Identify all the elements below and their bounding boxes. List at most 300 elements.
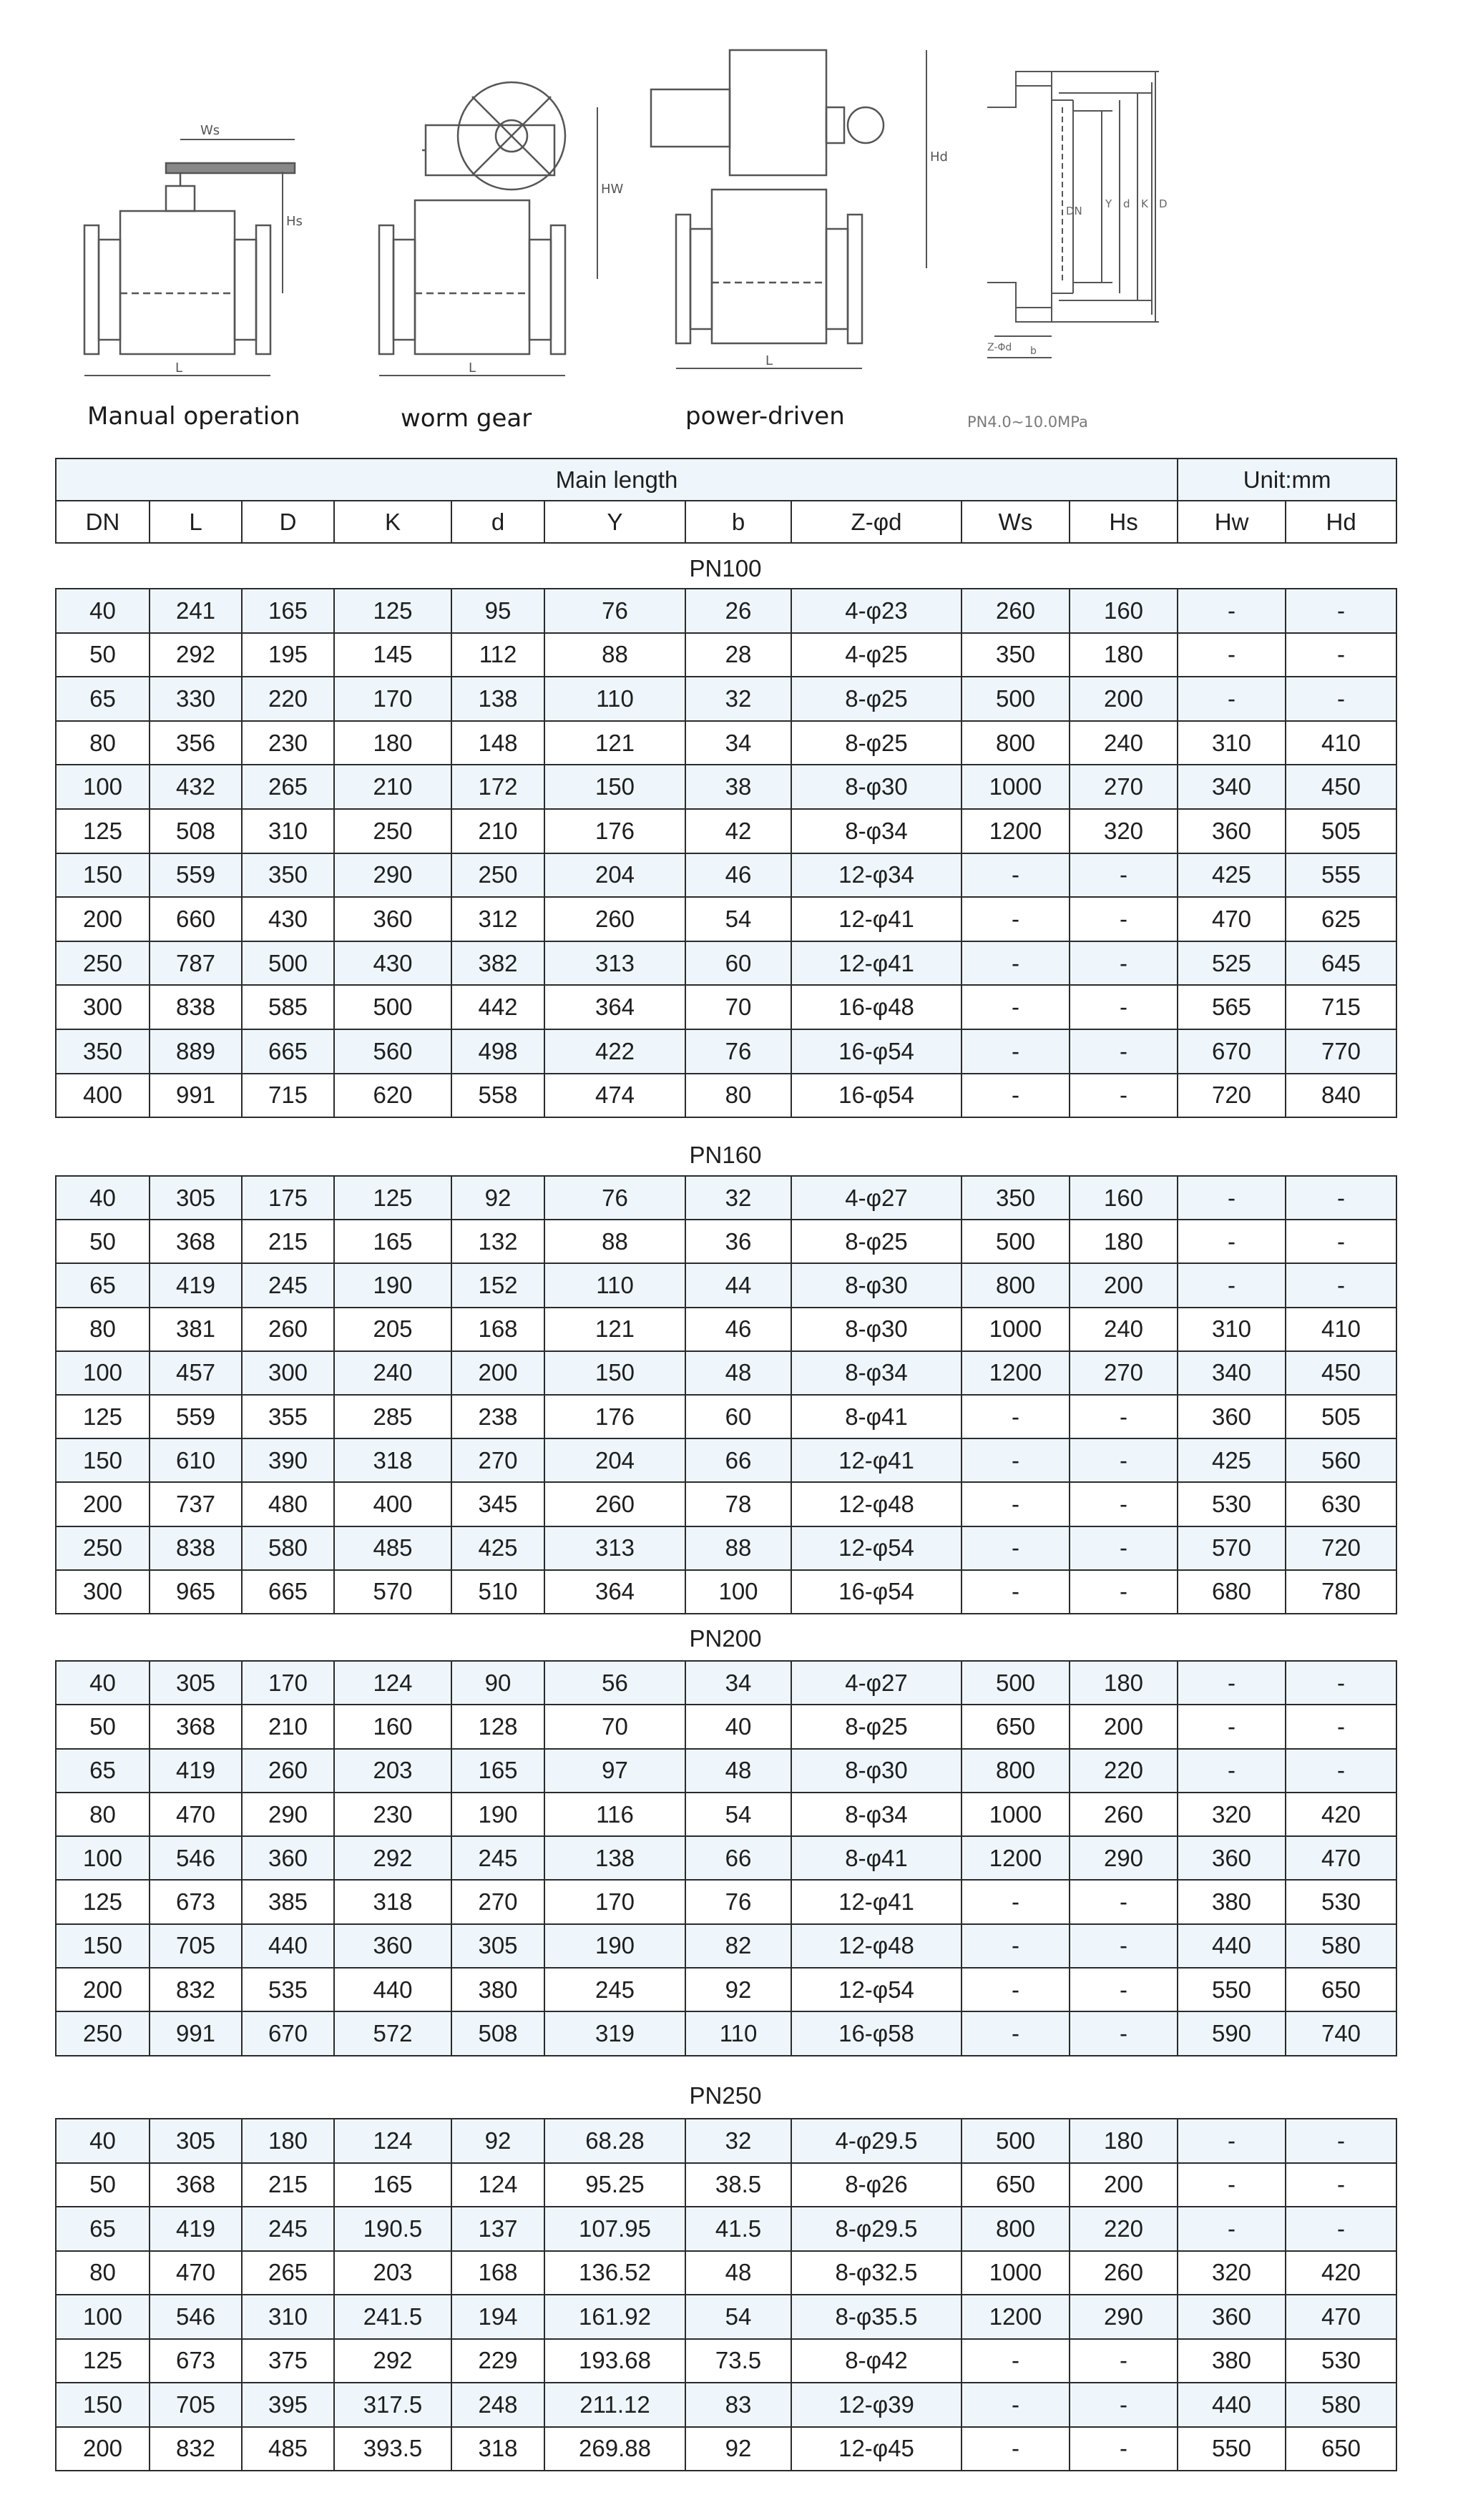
table-cell: 625 bbox=[1286, 897, 1396, 941]
table-cell: 312 bbox=[451, 897, 544, 941]
table-cell: 400 bbox=[56, 1074, 150, 1118]
table-cell: 470 bbox=[1286, 1836, 1396, 1880]
table-cell: 305 bbox=[150, 1661, 242, 1705]
table-cell: 715 bbox=[1286, 985, 1396, 1029]
table-cell: 500 bbox=[962, 2119, 1070, 2163]
table-cell: - bbox=[962, 1029, 1070, 1074]
table-cell: 80 bbox=[56, 1308, 150, 1351]
column-header-row bbox=[56, 501, 1396, 543]
table-cell: 8-φ34 bbox=[791, 1793, 962, 1836]
table-cell: 4-φ29.5 bbox=[791, 2119, 962, 2163]
table-cell: 650 bbox=[1286, 2427, 1396, 2471]
table-cell: 12-φ54 bbox=[791, 1968, 962, 2011]
table-cell: 170 bbox=[242, 1661, 334, 1705]
table-cell: 1200 bbox=[962, 2295, 1070, 2339]
table-cell: 432 bbox=[150, 765, 242, 809]
table-cell: 555 bbox=[1286, 853, 1396, 898]
table-cell: 150 bbox=[544, 765, 685, 809]
b-label: b bbox=[1030, 345, 1037, 357]
table-cell: 991 bbox=[150, 2011, 242, 2055]
table-cell: 32 bbox=[685, 677, 791, 721]
table-cell: 100 bbox=[56, 765, 150, 809]
table-cell: 269.88 bbox=[544, 2427, 685, 2471]
table-cell: 8-φ30 bbox=[791, 765, 962, 809]
column-header: Hd bbox=[1286, 501, 1396, 543]
table-cell: 250 bbox=[451, 853, 544, 898]
table-cell: 245 bbox=[242, 1263, 334, 1307]
drawings-svg bbox=[0, 0, 1463, 458]
table-cell: - bbox=[1286, 677, 1396, 721]
table-cell: 572 bbox=[334, 2011, 451, 2055]
table-cell: 160 bbox=[334, 1705, 451, 1748]
table-cell: 100 bbox=[56, 1351, 150, 1395]
table-row bbox=[56, 853, 1396, 898]
table-cell: 440 bbox=[1178, 1924, 1286, 1968]
table-cell: 32 bbox=[685, 1176, 791, 1220]
hw-label: HW bbox=[601, 182, 624, 197]
table-cell: 559 bbox=[150, 853, 242, 898]
table-cell: 16-φ54 bbox=[791, 1074, 962, 1118]
table-row bbox=[56, 809, 1396, 853]
table-cell: 1200 bbox=[962, 809, 1070, 853]
table-cell: 290 bbox=[1070, 1836, 1178, 1880]
table-cell: 54 bbox=[685, 1793, 791, 1836]
table-cell: 265 bbox=[242, 765, 334, 809]
table-row bbox=[56, 1836, 1396, 1880]
table-cell: 485 bbox=[334, 1526, 451, 1570]
table-cell: 8-φ32.5 bbox=[791, 2251, 962, 2295]
table-cell: 670 bbox=[242, 2011, 334, 2055]
column-header: Y bbox=[544, 501, 685, 543]
d-label: d bbox=[1123, 197, 1130, 210]
table-cell: 720 bbox=[1178, 1074, 1286, 1118]
table-cell: - bbox=[1070, 1880, 1178, 1923]
table-cell: - bbox=[1286, 2207, 1396, 2251]
table-cell: 665 bbox=[242, 1570, 334, 1614]
table-cell: 991 bbox=[150, 1074, 242, 1118]
table-cell: 107.95 bbox=[544, 2207, 685, 2251]
table-cell: 161.92 bbox=[544, 2295, 685, 2339]
table-cell: 97 bbox=[544, 1749, 685, 1793]
table-cell: - bbox=[962, 2383, 1070, 2427]
table-cell: 12-φ48 bbox=[791, 1924, 962, 1968]
table-cell: 550 bbox=[1178, 2427, 1286, 2471]
table-row bbox=[56, 985, 1396, 1029]
table-cell: - bbox=[1178, 1705, 1286, 1748]
table-cell: - bbox=[1286, 1749, 1396, 1793]
table-row bbox=[56, 765, 1396, 809]
table-cell: 889 bbox=[150, 1029, 242, 1074]
table-cell: 95 bbox=[451, 589, 544, 633]
table-cell: 965 bbox=[150, 1570, 242, 1614]
dn-label: DN bbox=[1066, 205, 1082, 217]
table-cell: 50 bbox=[56, 1220, 150, 1263]
table-cell: 580 bbox=[1286, 2383, 1396, 2427]
table-cell: 12-φ34 bbox=[791, 853, 962, 898]
table-cell: 245 bbox=[544, 1968, 685, 2011]
table-cell: 270 bbox=[1070, 1351, 1178, 1395]
table-cell: 580 bbox=[242, 1526, 334, 1570]
table-cell: 12-φ54 bbox=[791, 1526, 962, 1570]
table-cell: 124 bbox=[451, 2163, 544, 2207]
table-cell: 92 bbox=[685, 2427, 791, 2471]
l-label-2: L bbox=[469, 361, 476, 376]
table-cell: 260 bbox=[962, 589, 1070, 633]
table-cell: 8-φ26 bbox=[791, 2163, 962, 2207]
table-cell: 193.68 bbox=[544, 2339, 685, 2383]
table-cell: 313 bbox=[544, 941, 685, 986]
table-cell: 245 bbox=[451, 1836, 544, 1880]
unit-header: Unit:mm bbox=[1178, 459, 1396, 501]
table-cell: - bbox=[1178, 677, 1286, 721]
table-cell: 220 bbox=[242, 677, 334, 721]
table-row bbox=[56, 1351, 1396, 1395]
table-cell: 150 bbox=[56, 2383, 150, 2427]
table-cell: 265 bbox=[242, 2251, 334, 2295]
table-row bbox=[56, 1526, 1396, 1570]
table-cell: 70 bbox=[685, 985, 791, 1029]
table-cell: 310 bbox=[242, 2295, 334, 2339]
table-cell: 190 bbox=[334, 1263, 451, 1307]
table-cell: 180 bbox=[334, 721, 451, 765]
spec-table-pn160 bbox=[55, 1175, 1397, 1614]
table-cell: 673 bbox=[150, 1880, 242, 1923]
table-cell: 200 bbox=[451, 1351, 544, 1395]
table-cell: 368 bbox=[150, 1705, 242, 1748]
table-cell: 150 bbox=[544, 1351, 685, 1395]
table-cell: 320 bbox=[1178, 1793, 1286, 1836]
table-cell: 190 bbox=[544, 1924, 685, 1968]
table-cell: 12-φ41 bbox=[791, 941, 962, 986]
table-cell: 250 bbox=[334, 809, 451, 853]
table-cell: 41.5 bbox=[685, 2207, 791, 2251]
table-cell: 430 bbox=[242, 897, 334, 941]
table-cell: 230 bbox=[334, 1793, 451, 1836]
table-cell: 203 bbox=[334, 2251, 451, 2295]
table-cell: 8-φ41 bbox=[791, 1395, 962, 1438]
table-cell: 200 bbox=[1070, 2163, 1178, 2207]
table-cell: 340 bbox=[1178, 765, 1286, 809]
table-cell: 210 bbox=[242, 1705, 334, 1748]
table-cell: - bbox=[962, 1526, 1070, 1570]
table-cell: 56 bbox=[544, 1661, 685, 1705]
table-cell: 8-φ34 bbox=[791, 809, 962, 853]
table-cell: 382 bbox=[451, 941, 544, 986]
section-title-pn160: PN160 bbox=[689, 1142, 762, 1168]
table-cell: - bbox=[1286, 1176, 1396, 1220]
spec-header-table bbox=[55, 458, 1397, 544]
table-cell: - bbox=[1178, 1749, 1286, 1793]
table-cell: 580 bbox=[1286, 1924, 1396, 1968]
table-cell: 44 bbox=[685, 1263, 791, 1307]
table-cell: 195 bbox=[242, 633, 334, 677]
table-cell: 211.12 bbox=[544, 2383, 685, 2427]
table-cell: 4-φ27 bbox=[791, 1176, 962, 1220]
table-cell: 136.52 bbox=[544, 2251, 685, 2295]
table-cell: 505 bbox=[1286, 1395, 1396, 1438]
table-cell: 270 bbox=[451, 1880, 544, 1923]
table-cell: 82 bbox=[685, 1924, 791, 1968]
table-cell: 270 bbox=[451, 1438, 544, 1482]
table-cell: 40 bbox=[685, 1705, 791, 1748]
table-cell: 80 bbox=[56, 721, 150, 765]
caption-worm-gear: worm gear bbox=[401, 404, 532, 433]
column-header: d bbox=[451, 501, 544, 543]
table-cell: 305 bbox=[150, 2119, 242, 2163]
table-cell: - bbox=[1286, 1705, 1396, 1748]
table-row bbox=[56, 1793, 1396, 1836]
spec-table-pn200 bbox=[55, 1660, 1397, 2056]
table-cell: 168 bbox=[451, 2251, 544, 2295]
table-cell: 68.28 bbox=[544, 2119, 685, 2163]
table-cell: 241.5 bbox=[334, 2295, 451, 2339]
table-cell: 92 bbox=[451, 1176, 544, 1220]
table-row bbox=[56, 1924, 1396, 1968]
table-cell: 76 bbox=[544, 1176, 685, 1220]
table-cell: 350 bbox=[242, 853, 334, 898]
table-cell: 148 bbox=[451, 721, 544, 765]
table-cell: 355 bbox=[242, 1395, 334, 1438]
table-cell: 498 bbox=[451, 1029, 544, 1074]
table-cell: 229 bbox=[451, 2339, 544, 2383]
table-cell: 381 bbox=[150, 1308, 242, 1351]
table-cell: 800 bbox=[962, 1749, 1070, 1793]
table-row bbox=[56, 677, 1396, 721]
table-cell: 165 bbox=[334, 2163, 451, 2207]
column-header: D bbox=[242, 501, 334, 543]
power-driven-valve-drawing bbox=[651, 50, 926, 368]
table-row bbox=[56, 897, 1396, 941]
table-cell: 80 bbox=[56, 2251, 150, 2295]
table-cell: 585 bbox=[242, 985, 334, 1029]
table-cell: 150 bbox=[56, 853, 150, 898]
table-cell: 200 bbox=[1070, 677, 1178, 721]
table-cell: 88 bbox=[544, 633, 685, 677]
table-cell: 125 bbox=[334, 589, 451, 633]
table-cell: 65 bbox=[56, 2207, 150, 2251]
table-cell: 50 bbox=[56, 1705, 150, 1748]
table-cell: 76 bbox=[685, 1880, 791, 1923]
table-cell: 410 bbox=[1286, 721, 1396, 765]
ws-label: Ws bbox=[200, 123, 220, 138]
table-cell: 8-φ25 bbox=[791, 1705, 962, 1748]
table-cell: 300 bbox=[242, 1351, 334, 1395]
table-cell: - bbox=[962, 1570, 1070, 1614]
table-cell: 450 bbox=[1286, 765, 1396, 809]
y-label: Y bbox=[1105, 197, 1112, 210]
table-cell: 570 bbox=[334, 1570, 451, 1614]
table-cell: 470 bbox=[1286, 2295, 1396, 2339]
table-cell: 168 bbox=[451, 1308, 544, 1351]
table-cell: 46 bbox=[685, 853, 791, 898]
table-cell: - bbox=[1070, 1482, 1178, 1526]
table-cell: - bbox=[1178, 589, 1286, 633]
table-cell: 292 bbox=[150, 633, 242, 677]
table-cell: 360 bbox=[1178, 2295, 1286, 2339]
table-cell: 450 bbox=[1286, 1351, 1396, 1395]
table-cell: 32 bbox=[685, 2119, 791, 2163]
table-cell: 138 bbox=[451, 677, 544, 721]
table-cell: 317.5 bbox=[334, 2383, 451, 2427]
table-cell: 28 bbox=[685, 633, 791, 677]
table-cell: 215 bbox=[242, 2163, 334, 2207]
table-cell: 40 bbox=[56, 589, 150, 633]
table-cell: 125 bbox=[56, 1880, 150, 1923]
table-cell: 318 bbox=[334, 1438, 451, 1482]
table-cell: - bbox=[1070, 1074, 1178, 1118]
table-cell: 8-φ30 bbox=[791, 1308, 962, 1351]
table-cell: 550 bbox=[1178, 1968, 1286, 2011]
table-cell: 680 bbox=[1178, 1570, 1286, 1614]
table-cell: 1000 bbox=[962, 2251, 1070, 2295]
table-cell: 800 bbox=[962, 721, 1070, 765]
table-cell: 40 bbox=[56, 1176, 150, 1220]
table-cell: 34 bbox=[685, 1661, 791, 1705]
table-cell: 66 bbox=[685, 1836, 791, 1880]
table-cell: 165 bbox=[451, 1749, 544, 1793]
table-cell: 292 bbox=[334, 1836, 451, 1880]
table-cell: 368 bbox=[150, 1220, 242, 1263]
table-cell: - bbox=[962, 897, 1070, 941]
table-cell: 305 bbox=[150, 1176, 242, 1220]
table-cell: - bbox=[1178, 633, 1286, 677]
main-length-header: Main length bbox=[56, 459, 1178, 501]
table-cell: 200 bbox=[56, 897, 150, 941]
table-cell: 110 bbox=[544, 1263, 685, 1307]
table-cell: - bbox=[962, 1880, 1070, 1923]
table-cell: - bbox=[962, 2339, 1070, 2383]
table-cell: 480 bbox=[242, 1482, 334, 1526]
table-cell: 310 bbox=[1178, 721, 1286, 765]
table-cell: 110 bbox=[685, 2011, 791, 2055]
table-row bbox=[56, 1570, 1396, 1614]
table-cell: - bbox=[962, 1438, 1070, 1482]
table-cell: 356 bbox=[150, 721, 242, 765]
table-cell: 715 bbox=[242, 1074, 334, 1118]
table-cell: 340 bbox=[1178, 1351, 1286, 1395]
table-cell: 620 bbox=[334, 1074, 451, 1118]
table-cell: - bbox=[1070, 2427, 1178, 2471]
big-d-label: D bbox=[1159, 197, 1168, 210]
table-cell: 12-φ41 bbox=[791, 1880, 962, 1923]
table-cell: 360 bbox=[1178, 809, 1286, 853]
table-cell: - bbox=[1286, 1220, 1396, 1263]
table-cell: 80 bbox=[56, 1793, 150, 1836]
table-cell: 780 bbox=[1286, 1570, 1396, 1614]
table-cell: - bbox=[962, 2011, 1070, 2055]
table-cell: - bbox=[962, 1482, 1070, 1526]
table-cell: 673 bbox=[150, 2339, 242, 2383]
table-cell: 125 bbox=[56, 2339, 150, 2383]
table-cell: - bbox=[1070, 985, 1178, 1029]
table-cell: 8-φ25 bbox=[791, 721, 962, 765]
table-cell: 50 bbox=[56, 633, 150, 677]
table-cell: 832 bbox=[150, 2427, 242, 2471]
table-row bbox=[56, 1263, 1396, 1307]
table-cell: 12-φ41 bbox=[791, 1438, 962, 1482]
table-cell: 180 bbox=[1070, 1661, 1178, 1705]
table-cell: 48 bbox=[685, 1749, 791, 1793]
table-cell: 508 bbox=[451, 2011, 544, 2055]
table-row bbox=[56, 2163, 1396, 2207]
table-cell: 305 bbox=[451, 1924, 544, 1968]
table-cell: 470 bbox=[150, 1793, 242, 1836]
table-cell: - bbox=[1286, 2119, 1396, 2163]
table-cell: 124 bbox=[334, 1661, 451, 1705]
table-cell: 50 bbox=[56, 2163, 150, 2207]
table-row bbox=[56, 1880, 1396, 1923]
section-title-pn100: PN100 bbox=[689, 555, 762, 582]
table-cell: 645 bbox=[1286, 941, 1396, 986]
table-cell: 290 bbox=[242, 1793, 334, 1836]
table-cell: 48 bbox=[685, 2251, 791, 2295]
table-row bbox=[56, 2427, 1396, 2471]
table-cell: 350 bbox=[962, 1176, 1070, 1220]
table-cell: 500 bbox=[962, 1220, 1070, 1263]
hd-label: Hd bbox=[930, 149, 948, 165]
table-cell: 125 bbox=[56, 809, 150, 853]
table-cell: 200 bbox=[56, 1968, 150, 2011]
column-header: L bbox=[150, 501, 242, 543]
table-cell: 204 bbox=[544, 853, 685, 898]
table-cell: 132 bbox=[451, 1220, 544, 1263]
table-cell: 65 bbox=[56, 1749, 150, 1793]
table-cell: 419 bbox=[150, 1749, 242, 1793]
table-cell: 8-φ42 bbox=[791, 2339, 962, 2383]
table-cell: 320 bbox=[1070, 809, 1178, 853]
table-cell: 422 bbox=[544, 1029, 685, 1074]
table-cell: 16-φ54 bbox=[791, 1029, 962, 1074]
k-label: K bbox=[1141, 197, 1148, 210]
table-cell: 230 bbox=[242, 721, 334, 765]
table-cell: 470 bbox=[1178, 897, 1286, 941]
table-cell: 172 bbox=[451, 765, 544, 809]
worm-gear-valve-drawing bbox=[379, 82, 597, 376]
table-cell: 170 bbox=[544, 1880, 685, 1923]
table-cell: 395 bbox=[242, 2383, 334, 2427]
table-cell: 832 bbox=[150, 1968, 242, 2011]
table-cell: 310 bbox=[1178, 1308, 1286, 1351]
table-cell: 368 bbox=[150, 2163, 242, 2207]
table-cell: 65 bbox=[56, 677, 150, 721]
table-cell: - bbox=[1070, 1029, 1178, 1074]
table-cell: 60 bbox=[685, 1395, 791, 1438]
table-cell: 203 bbox=[334, 1749, 451, 1793]
table-cell: 90 bbox=[451, 1661, 544, 1705]
table-cell: - bbox=[962, 985, 1070, 1029]
table-cell: 190.5 bbox=[334, 2207, 451, 2251]
table-cell: 1200 bbox=[962, 1836, 1070, 1880]
table-cell: 290 bbox=[1070, 2295, 1178, 2339]
table-cell: - bbox=[1178, 2207, 1286, 2251]
table-row bbox=[56, 1308, 1396, 1351]
table-row bbox=[56, 2119, 1396, 2163]
table-cell: - bbox=[1286, 1263, 1396, 1307]
table-cell: 200 bbox=[1070, 1263, 1178, 1307]
table-cell: 318 bbox=[334, 1880, 451, 1923]
table-cell: 318 bbox=[451, 2427, 544, 2471]
table-cell: 160 bbox=[1070, 589, 1178, 633]
table-cell: 470 bbox=[150, 2251, 242, 2295]
table-cell: 12-φ45 bbox=[791, 2427, 962, 2471]
table-cell: 88 bbox=[685, 1526, 791, 1570]
table-cell: 180 bbox=[1070, 2119, 1178, 2163]
table-cell: 320 bbox=[1178, 2251, 1286, 2295]
table-cell: - bbox=[962, 1074, 1070, 1118]
table-cell: 505 bbox=[1286, 809, 1396, 853]
table-cell: 500 bbox=[962, 677, 1070, 721]
table-cell: 8-φ30 bbox=[791, 1749, 962, 1793]
